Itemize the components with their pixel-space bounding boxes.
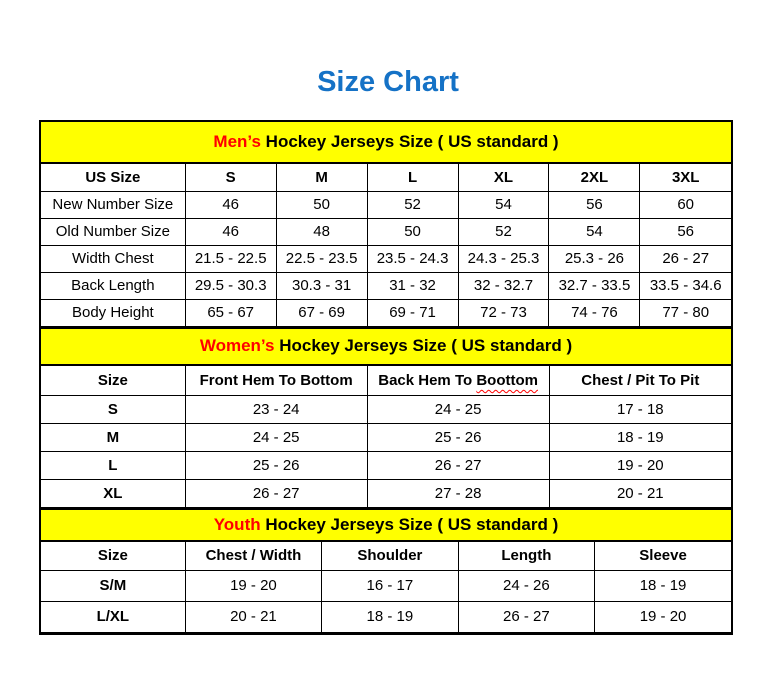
- table-row: [41, 452, 731, 480]
- table-row: [41, 218, 731, 245]
- cell-value: 16 - 17: [322, 570, 458, 601]
- cell-value: 46: [185, 218, 276, 245]
- table-row: [41, 570, 731, 601]
- row-label: Body Height: [41, 299, 185, 326]
- cell-value: 27 - 28: [367, 480, 549, 508]
- cell-value: 65 - 67: [185, 299, 276, 326]
- cell-value: 77 - 80: [640, 299, 731, 326]
- misspelled-word: Boottom: [476, 371, 538, 389]
- womens-banner-highlight: Women’s: [199, 336, 275, 355]
- column-header: Chest / Pit To Pit: [549, 365, 731, 396]
- youth-banner-text: Hockey Jerseys Size ( US standard ): [260, 515, 559, 534]
- row-label: Width Chest: [41, 245, 185, 272]
- cell-value: 19 - 20: [549, 452, 731, 480]
- cell-value: 56: [549, 191, 640, 218]
- cell-value: 32 - 32.7: [458, 272, 549, 299]
- womens-banner-row: [41, 328, 731, 365]
- cell-value: 31 - 32: [367, 272, 458, 299]
- cell-value: 25.3 - 26: [549, 245, 640, 272]
- cell-value: 19 - 20: [185, 570, 321, 601]
- table-row: [41, 191, 731, 218]
- column-header: Size: [41, 541, 185, 570]
- cell-value: 50: [367, 218, 458, 245]
- cell-value: 25 - 26: [367, 424, 549, 452]
- table-row: [41, 299, 731, 326]
- cell-value: 17 - 18: [549, 396, 731, 424]
- youth-header-row: [41, 541, 731, 570]
- cell-value: 48: [276, 218, 367, 245]
- column-header: Sleeve: [595, 541, 731, 570]
- cell-value: 52: [458, 218, 549, 245]
- size-chart-sheet: [39, 120, 733, 635]
- header-text: Back Hem To: [378, 371, 477, 389]
- cell-value: 60: [640, 191, 731, 218]
- youth-banner-row: [41, 509, 731, 541]
- cell-value: 23 - 24: [185, 396, 367, 424]
- cell-value: 29.5 - 30.3: [185, 272, 276, 299]
- womens-header-row: [41, 365, 731, 396]
- cell-value: 21.5 - 22.5: [185, 245, 276, 272]
- cell-value: 24.3 - 25.3: [458, 245, 549, 272]
- cell-value: 50: [276, 191, 367, 218]
- column-header: L: [367, 163, 458, 191]
- column-header: 2XL: [549, 163, 640, 191]
- cell-value: 72 - 73: [458, 299, 549, 326]
- cell-value: 33.5 - 34.6: [640, 272, 731, 299]
- mens-header-row: [41, 163, 731, 191]
- page-title: Size Chart: [317, 66, 459, 98]
- cell-value: 52: [367, 191, 458, 218]
- cell-value: 20 - 21: [185, 601, 321, 632]
- column-header: Length: [458, 541, 594, 570]
- table-row: [41, 272, 731, 299]
- column-header: 3XL: [640, 163, 731, 191]
- cell-value: 26 - 27: [367, 452, 549, 480]
- mens-size-table: [41, 122, 731, 327]
- cell-value: 54: [549, 218, 640, 245]
- womens-banner-text: Hockey Jerseys Size ( US standard ): [274, 336, 573, 355]
- cell-value: 67 - 69: [276, 299, 367, 326]
- column-header: XL: [458, 163, 549, 191]
- cell-value: 18 - 19: [322, 601, 458, 632]
- column-header: M: [276, 163, 367, 191]
- mens-banner-highlight: Men’s: [213, 132, 261, 151]
- table-row: [41, 424, 731, 452]
- cell-value: 74 - 76: [549, 299, 640, 326]
- row-label: Back Length: [41, 272, 185, 299]
- column-header: US Size: [41, 163, 185, 191]
- mens-banner-row: [41, 122, 731, 163]
- cell-value: 22.5 - 23.5: [276, 245, 367, 272]
- cell-value: 19 - 20: [595, 601, 731, 632]
- cell-value: 24 - 26: [458, 570, 594, 601]
- cell-value: 18 - 19: [595, 570, 731, 601]
- cell-value: 54: [458, 191, 549, 218]
- cell-value: 23.5 - 24.3: [367, 245, 458, 272]
- cell-value: 32.7 - 33.5: [549, 272, 640, 299]
- cell-value: 56: [640, 218, 731, 245]
- cell-value: 24 - 25: [367, 396, 549, 424]
- cell-value: 18 - 19: [549, 424, 731, 452]
- table-row: [41, 480, 731, 508]
- cell-value: 69 - 71: [367, 299, 458, 326]
- row-label: L: [41, 452, 185, 480]
- youth-size-table: [41, 508, 731, 633]
- row-label: XL: [41, 480, 185, 508]
- column-header: Chest / Width: [185, 541, 321, 570]
- column-header: Front Hem To Bottom: [185, 365, 367, 396]
- cell-value: 25 - 26: [185, 452, 367, 480]
- row-label: M: [41, 424, 185, 452]
- mens-section-banner: [41, 122, 731, 163]
- youth-banner-highlight: Youth: [213, 515, 261, 534]
- row-label: Old Number Size: [41, 218, 185, 245]
- womens-section-banner: [41, 328, 731, 365]
- youth-section-banner: [41, 509, 731, 541]
- cell-value: 20 - 21: [549, 480, 731, 508]
- cell-value: 26 - 27: [640, 245, 731, 272]
- table-row: [41, 396, 731, 424]
- cell-value: 26 - 27: [185, 480, 367, 508]
- row-label: L/XL: [41, 601, 185, 632]
- column-header: Size: [41, 365, 185, 396]
- cell-value: 26 - 27: [458, 601, 594, 632]
- row-label: New Number Size: [41, 191, 185, 218]
- column-header: S: [185, 163, 276, 191]
- table-row: [41, 245, 731, 272]
- column-header: Shoulder: [322, 541, 458, 570]
- table-row: [41, 601, 731, 632]
- row-label: S/M: [41, 570, 185, 601]
- row-label: S: [41, 396, 185, 424]
- womens-size-table: [41, 327, 731, 509]
- cell-value: 24 - 25: [185, 424, 367, 452]
- column-header-misspelled: [367, 365, 549, 396]
- cell-value: 46: [185, 191, 276, 218]
- mens-banner-text: Hockey Jerseys Size ( US standard ): [260, 132, 559, 151]
- cell-value: 30.3 - 31: [276, 272, 367, 299]
